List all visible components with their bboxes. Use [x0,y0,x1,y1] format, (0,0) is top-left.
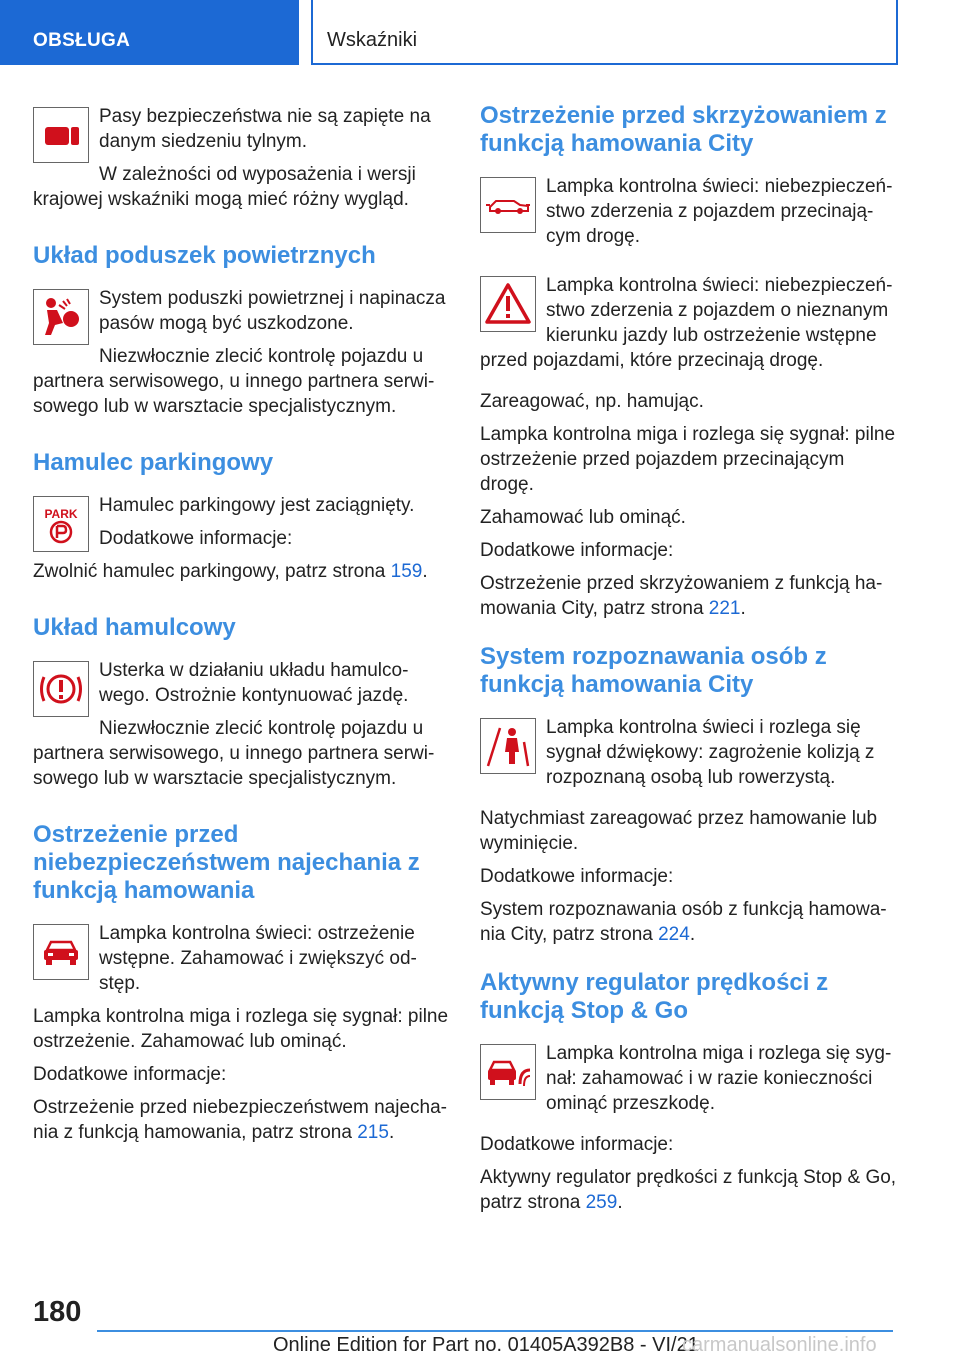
collision-text-4-end: . [388,1122,395,1143]
person-entry [480,711,898,798]
parking-heading: Hamulec parkingowy [33,449,274,476]
page-link-259[interactable]: 259 [585,1192,618,1213]
crossing-text-4: Lampka kontrolna miga i rozlega się sygnał: pilne ostrzeżenie przed pojazdem przecinającym drogę. [480,424,896,495]
person-text-4-body: System rozpoznawania osób z funkcją hamowa-nia City, patrz strona [480,899,887,945]
collision-text-4 [33,1095,451,1145]
parking-text-3-body: Zwolnić hamulec parkingowy, patrz strona [33,561,391,582]
right-column [480,100,898,1223]
acc-takeover-icon [480,1044,536,1100]
parking-entry [33,489,451,592]
warning-triangle-icon [480,276,536,332]
person-text-1: Lampka kontrolna świeci i rozlega się sygnał dźwiękowy: zagrożenie kolizją z rozpoznaną osobą lub rowerzystą. [546,717,875,788]
acc-text-3 [480,1165,898,1215]
parking-text-3-end: . [422,561,428,582]
parking-text-1: Hamulec parkingowy jest zaciągnięty. [99,495,415,516]
acc-text-2: Dodatkowe informacje: [480,1134,674,1155]
crossing-text-5: Zahamować lub ominąć. [480,507,686,528]
header-section-tab [0,0,299,65]
crossing-entry-1 [480,170,898,257]
acc-text-3-end: . [617,1192,623,1213]
crossing-text-7-end: . [740,598,746,619]
person-text-4-end: . [689,924,696,945]
airbag-entry [33,282,451,427]
airbag-heading: Układ poduszek powietrznych [33,242,376,269]
brake-heading: Układ hamulcowy [33,614,236,641]
header-section-label: OBSŁUGA [33,30,131,51]
seatbelt-text-2: W zależności od wyposażenia i wersji krajowej wskaźniki mogą mieć różny wygląd. [33,164,416,210]
collision-text-2: Lampka kontrolna miga i rozlega się sygnał: pilne ostrzeżenie. Zahamować lub ominąć. [33,1006,449,1052]
left-column [33,100,451,1161]
parking-text-3 [33,559,451,584]
airbag-icon [33,289,89,345]
header-chapter-box [311,0,898,65]
parking-text-2: Dodatkowe informacje: [99,528,293,549]
cross-traffic-icon [480,177,536,233]
person-text-2: Natychmiast zareagować przez hamowanie lub wyminięcie. [480,808,878,854]
brake-entry [33,654,451,799]
collision-text-3: Dodatkowe informacje: [33,1064,227,1085]
brake-text-2: Niezwłocznie zlecić kontrolę pojazdu u partnera serwisowego, u innego partnera serwi-sowego lub w warsztacie specjalistycznym. [33,718,435,789]
crossing-heading: Ostrzeżenie przed skrzyżowaniem z funkcją hamowania City [480,102,887,157]
person-heading: System rozpoznawania osób z funkcją hamowania City [480,643,827,698]
acc-text-1: Lampka kontrolna miga i rozlega się syg-nał: zahamować i w razie konieczności ominąć przeszkodę. [546,1043,892,1114]
acc-text-3-body: Aktywny regulator prędkości z funkcją Stop & Go, patrz strona [480,1167,897,1213]
watermark: carmanualsonline.info [682,1334,877,1356]
crossing-entry-2 [480,269,898,381]
footer-divider [97,1330,893,1332]
page-link-224[interactable]: 224 [658,924,690,945]
acc-heading: Aktywny regulator prędkości z funkcją Stop & Go [480,969,829,1024]
person-text-4 [480,897,898,947]
park-brake-icon [33,496,89,552]
park-brake-icon-text: PARK [44,507,78,521]
page-link-221[interactable]: 221 [708,598,741,619]
page-link-159[interactable]: 159 [390,561,423,582]
brake-warning-icon [33,661,89,717]
airbag-text-2: Niezwłocznie zlecić kontrolę pojazdu u partnera serwisowego, u innego partnera serwi-sowego lub w warsztacie specjalistycznym. [33,346,435,417]
collision-entry [33,917,451,1153]
crossing-text-3: Zareagować, np. hamując. [480,391,704,412]
crossing-text-2: Lampka kontrolna świeci: niebezpieczeń-stwo zderzenia z pojazdem o nieznanym kierunku jazdy lub ostrzeżenie wstępne przed pojazdami, które przecinają drogę. [480,275,893,371]
acc-entry [480,1037,898,1124]
person-text-3: Dodatkowe informacje: [480,866,674,887]
header-chapter-label: Wskaźniki [327,29,418,51]
airbag-text-1: System poduszki powietrznej i napinacza pasów mogą być uszkodzone. [99,288,446,334]
page-link-215[interactable]: 215 [357,1122,389,1143]
pedestrian-warning-icon [480,718,536,774]
crossing-text-6: Dodatkowe informacje: [480,540,674,561]
collision-heading: Ostrzeżenie przed niebezpieczeństwem najechania z funkcją hamowania [33,821,420,904]
seatbelt-rear-icon [33,107,89,163]
crossing-text-1: Lampka kontrolna świeci: niebezpieczeń-stwo zderzenia z pojazdem przecinają-cym drogę. [546,176,893,247]
page-number: 180 [33,1296,82,1328]
front-collision-icon [33,924,89,980]
collision-text-1: Lampka kontrolna świeci: ostrzeżenie wstępne. Zahamować i zwiększyć od-stęp. [99,923,417,994]
seatbelt-text-1: Pasy bezpieczeństwa nie są zapięte na danym siedzeniu tylnym. [99,106,431,152]
crossing-text-7-body: Ostrzeżenie przed skrzyżowaniem z funkcją ha-mowania City, patrz strona [480,573,883,619]
crossing-text-7 [480,571,898,621]
collision-text-4-body: Ostrzeżenie przed niebezpieczeństwem najecha-nia z funkcją hamowania, patrz strona [33,1097,447,1143]
seatbelt-entry [33,100,451,220]
brake-text-1: Usterka w działaniu układu hamulco-wego. Ostrożnie kontynuować jazdę. [99,660,409,706]
footer-edition: Online Edition for Part no. 01405A392B8 - VI/21 [273,1334,699,1356]
